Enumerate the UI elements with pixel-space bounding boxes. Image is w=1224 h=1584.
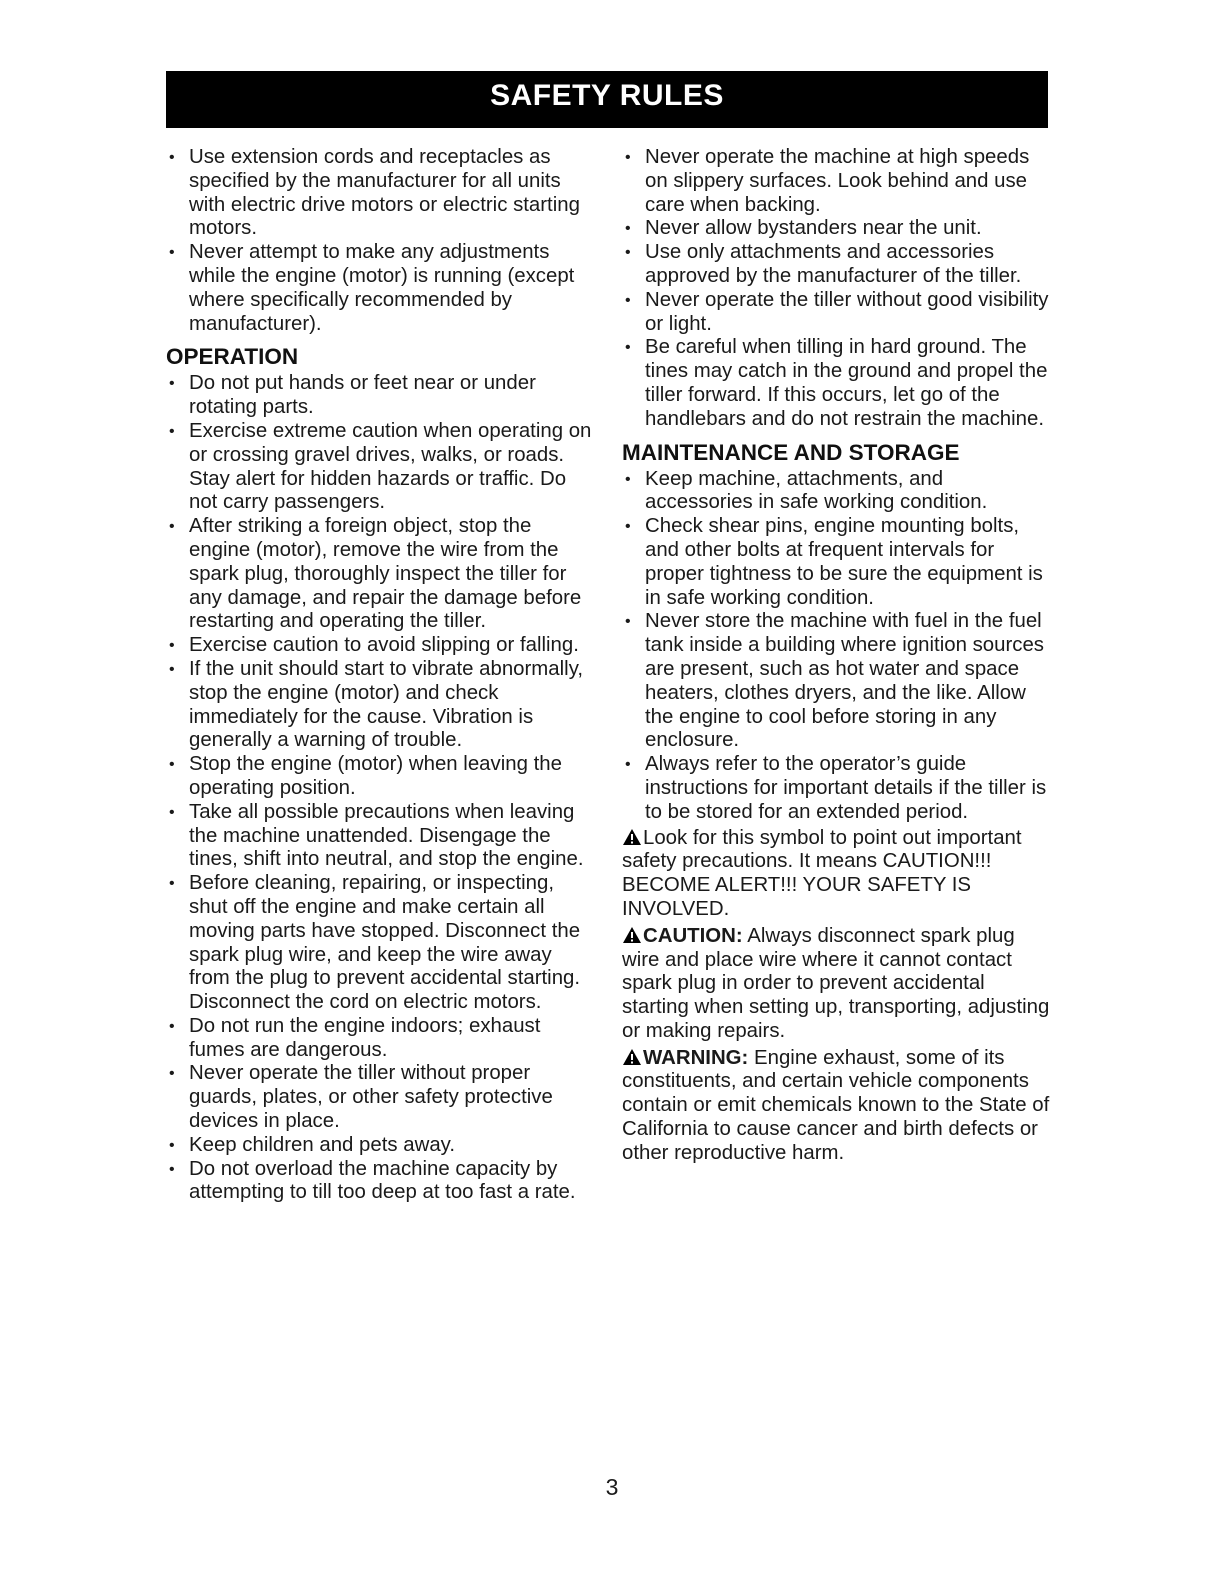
warning-triangle-icon (622, 828, 642, 846)
warning-triangle-icon (622, 926, 642, 944)
warning-triangle-icon (622, 1048, 642, 1066)
list-item: • Stop the engine (motor) when leaving the operating position. (166, 753, 596, 801)
list-item: • Never attempt to make any adjustments while the engine (motor) is running (except where specifically recommended by manufacturer). (166, 241, 596, 336)
list-item: • Exercise extreme caution when operating on or crossing gravel drives, walks, or roads. Stay alert for hidden hazards or traffic. Do not carry passengers. (166, 420, 596, 515)
list-item: • Never allow bystanders near the unit. (622, 217, 1052, 241)
list-item: • Never operate the machine at high speeds on slippery surfaces. Look behind and use care when backing. (622, 146, 1052, 217)
list-item: • Use extension cords and receptacles as specified by the manufacturer for all units with electric drive motors or electric starting motors. (166, 146, 596, 241)
intro-list (166, 146, 596, 336)
operation-continued-list (622, 146, 1052, 432)
list-item: • Never operate the tiller without good visibility or light. (622, 289, 1052, 337)
list-item: • Use only attachments and accessories approved by the manufacturer of the tiller. (622, 241, 1052, 289)
warning-label: WARNING: (643, 1046, 749, 1069)
symbol-note (622, 827, 1052, 922)
operation-heading: OPERATION (166, 344, 299, 370)
list-item: • Exercise caution to avoid slipping or falling. (166, 634, 596, 658)
operation-list (166, 372, 596, 1205)
list-item: • Be careful when tilling in hard ground. The tines may catch in the ground and propel the tiller forward. If this occurs, let go of the handlebars and do not restrain the machine. (622, 336, 1052, 431)
warning-text: Engine exhaust, some of its constituents, and certain vehicle components contain or emit chemicals known to the State of California to cause cancer and birth defects or other reproductive harm. (622, 1046, 1050, 1164)
page-number: 3 (605, 1474, 619, 1500)
list-item: • If the unit should start to vibrate abnormally, stop the engine (motor) and check immediately for the cause. Vibration is generally a warning of trouble. (166, 658, 596, 753)
list-item: • Check shear pins, engine mounting bolts, and other bolts at frequent intervals for proper tightness to be sure the equipment is in safe working condition. (622, 515, 1052, 610)
right-column (622, 146, 1052, 1166)
list-item: • After striking a foreign object, stop the engine (motor), remove the wire from the spark plug, thoroughly inspect the tiller for any damage, and repair the damage before restarting and operating the tiller. (166, 515, 596, 634)
list-item: • Never operate the tiller without proper guards, plates, or other safety protective devices in place. (166, 1062, 596, 1133)
left-column (166, 146, 596, 1205)
list-item: • Do not run the engine indoors; exhaust fumes are dangerous. (166, 1015, 596, 1063)
list-item: • Take all possible precautions when leaving the machine unattended. Disengage the tines, shift into neutral, and stop the engine. (166, 801, 596, 872)
list-item: • Do not overload the machine capacity by attempting to till too deep at too fast a rate. (166, 1158, 596, 1206)
warning-note (622, 1047, 1052, 1166)
list-item: • Keep children and pets away. (166, 1134, 596, 1158)
symbol-note-text: Look for this symbol to point out important safety precautions. It means CAUTION!!! BECOME ALERT!!! YOUR SAFETY IS INVOLVED. (622, 826, 1022, 920)
list-item: • Never store the machine with fuel in the fuel tank inside a building where ignition sources are present, such as hot water and space heaters, clothes dryers, and the like. Allow the engine to cool before storing in any enclosure. (622, 610, 1052, 753)
maintenance-heading: MAINTENANCE AND STORAGE (622, 439, 960, 465)
caution-note (622, 925, 1052, 1044)
page-title: SAFETY RULES (166, 71, 1048, 128)
list-item: • Before cleaning, repairing, or inspecting, shut off the engine and make certain all moving parts have stopped. Disconnect the spark plug wire, and keep the wire away from the plug to prevent accidental starting. Disconnect the cord on electric motors. (166, 872, 596, 1015)
list-item: • Always refer to the operator’s guide instructions for important details if the tiller is to be stored for an extended period. (622, 753, 1052, 824)
caution-text: Always disconnect spark plug wire and place wire where it cannot contact spark plug in order to prevent accidental starting when setting up, transporting, adjusting or making repairs. (622, 924, 1050, 1042)
list-item: • Do not put hands or feet near or under rotating parts. (166, 372, 596, 420)
caution-label: CAUTION: (643, 924, 743, 947)
list-item: • Keep machine, attachments, and accessories in safe working condition. (622, 468, 1052, 516)
maintenance-list (622, 468, 1052, 825)
